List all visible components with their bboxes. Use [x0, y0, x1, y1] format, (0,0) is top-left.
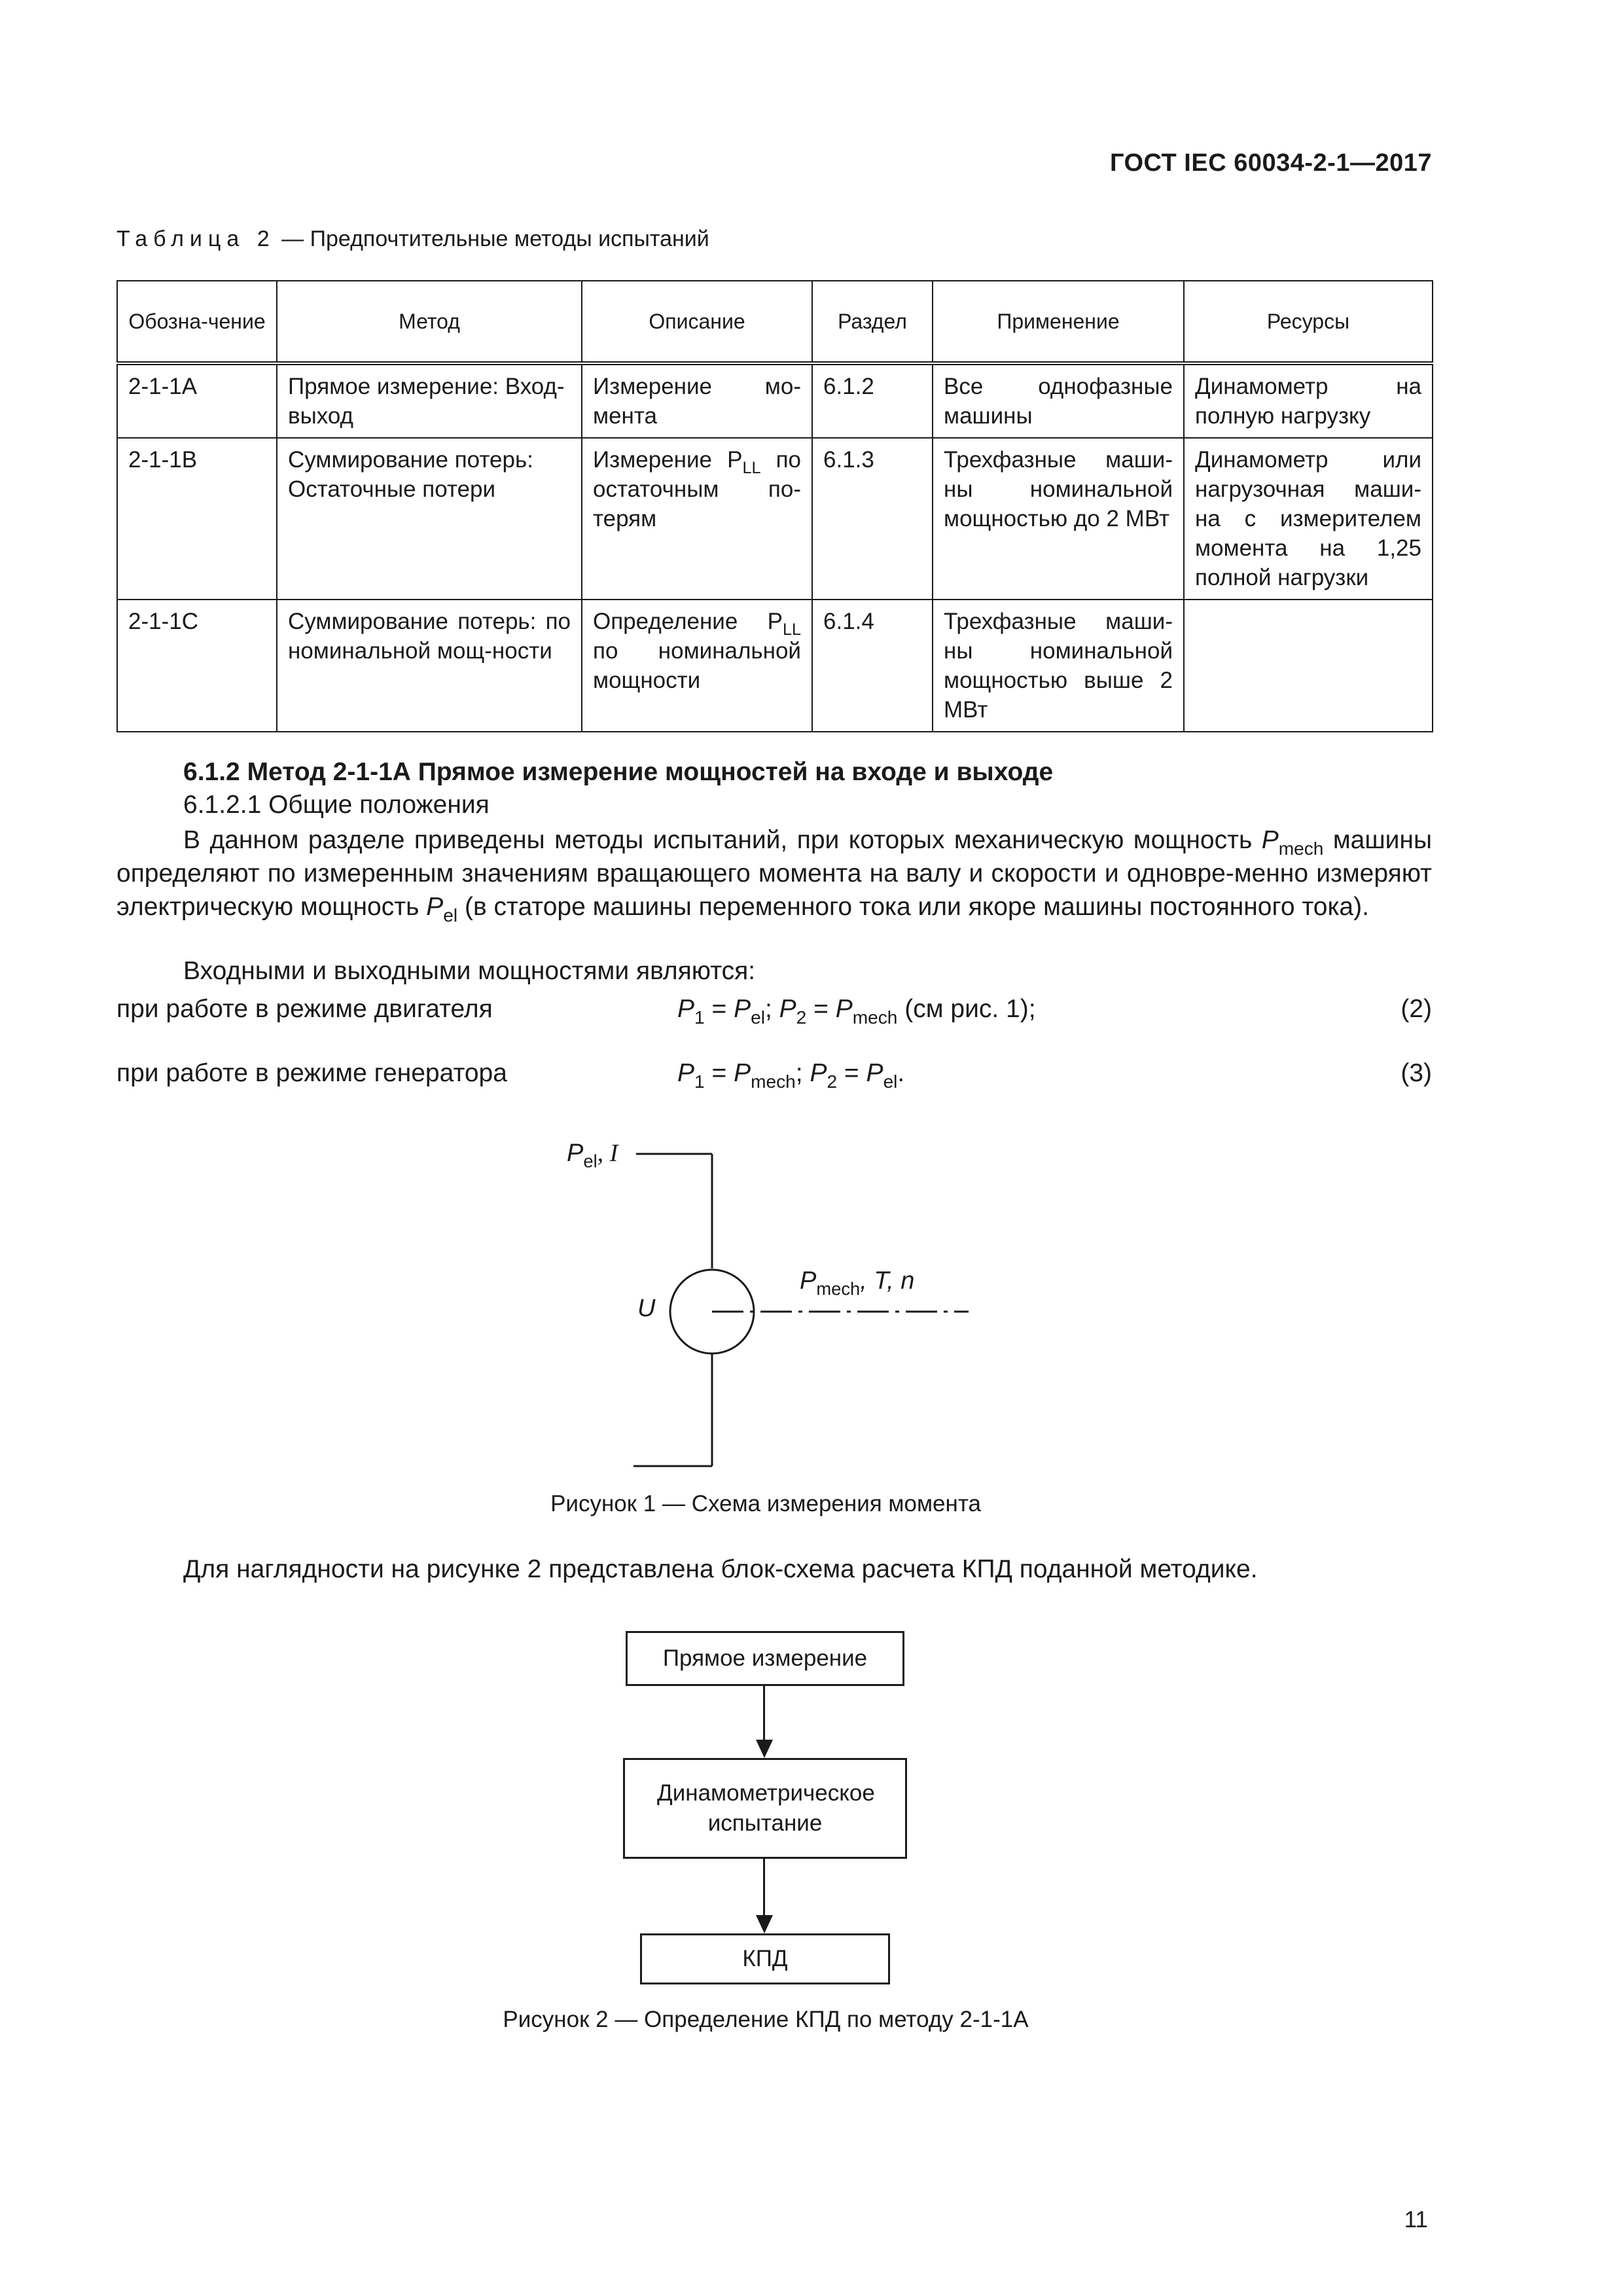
section-paragraph-2: Входными и выходными мощностями являются: — [183, 957, 756, 985]
cell-section: 6.1.3 — [812, 438, 933, 600]
desc-text: Измерение P — [593, 447, 743, 473]
formula-label: при работе в режиме двигателя — [116, 995, 493, 1023]
para-text: В данном разделе приведены методы испытаний, при которых механическую мощность — [183, 826, 1262, 854]
flow-box-efficiency: КПД — [640, 1933, 890, 1984]
col-header-application: Применение — [933, 281, 1184, 363]
standard-designation: ГОСТ IEC 60034-2-1—2017 — [1109, 149, 1432, 177]
desc-text-tail: по остаточным по-терям — [593, 447, 801, 531]
cell-application: Трехфазные маши-ны номинальной мощностью выше 2 МВт — [933, 600, 1184, 732]
para-text: (в статоре машины переменного тока или якоре машины постоянного тока). — [457, 893, 1369, 921]
symbol-p: P — [810, 1059, 827, 1087]
separator: ; — [764, 995, 779, 1023]
desc-subscript: LL — [742, 458, 761, 477]
cell-application: Все однофазные машины — [933, 363, 1184, 438]
flow-arrow-shaft-1 — [763, 1684, 765, 1746]
col-header-section: Раздел — [812, 281, 933, 363]
table-caption-prefix: Таблица 2 — [116, 226, 276, 251]
symbol-p: P — [835, 995, 853, 1023]
section-subheading: 6.1.2.1 Общие положения — [183, 791, 490, 819]
symbol-sub: 1 — [694, 1071, 705, 1092]
cell-method: Прямое измерение: Вход-выход — [277, 363, 582, 438]
symbol-p: P — [734, 995, 751, 1023]
page-number: 11 — [1404, 2207, 1428, 2233]
flow-box-direct-measurement: Прямое измерение — [626, 1631, 904, 1686]
formula-tail: . — [897, 1059, 905, 1087]
table-caption-text: — Предпочтительные методы испытаний — [275, 226, 709, 251]
arrow-down-icon — [756, 1915, 773, 1933]
symbol-p: P — [1261, 826, 1279, 854]
col-header-description: Описание — [582, 281, 812, 363]
cell-application: Трехфазные маши-ны номинальной мощностью до 2 МВт — [933, 438, 1184, 600]
symbol-sub: el — [883, 1071, 898, 1092]
cell-resources: Динамометр или нагрузочная маши-на с измерителем момента на 1,25 полной нагрузки — [1184, 438, 1433, 600]
symbol-sub: 1 — [694, 1007, 705, 1028]
flow-arrow-shaft-2 — [763, 1857, 765, 1921]
formula-label: при работе в режиме генератора — [116, 1059, 507, 1087]
flow-box-dynamometer-test: Динамометрическое испытание — [623, 1758, 907, 1859]
desc-text: Измерение мо-мента — [593, 374, 801, 429]
formula-tail: (см рис. 1); — [897, 995, 1036, 1023]
para-text: машины определяют по измеренным значениям вращающего момента на валу и скорости и одновре-менно измеряют электрическую мощность — [116, 826, 1432, 921]
formula-number: (3) — [1400, 1059, 1432, 1087]
equals: = — [837, 1059, 866, 1087]
separator: ; — [795, 1059, 810, 1087]
symbol-p: P — [779, 995, 796, 1023]
col-header-resources: Ресурсы — [1184, 281, 1433, 363]
equals: = — [806, 995, 836, 1023]
cell-method: Суммирование потерь: Остаточные потери — [277, 438, 582, 600]
symbol-p: P — [677, 1059, 695, 1087]
formula-number: (2) — [1400, 995, 1432, 1023]
symbol-sub: el — [443, 905, 458, 925]
label-pel: $P_{el}$, I — [567, 1139, 618, 1172]
cell-designation: 2-1-1C — [117, 600, 277, 732]
desc-text-tail: по номинальной мощности — [593, 638, 801, 693]
symbol-p: P — [866, 1059, 883, 1087]
section-heading: 6.1.2 Метод 2-1-1А Прямое измерение мощностей на входе и выходе — [183, 758, 1054, 786]
cell-method: Суммирование потерь: по номинальной мощ-ности — [277, 600, 582, 732]
symbol-sub: el — [751, 1007, 765, 1028]
cell-section: 6.1.4 — [812, 600, 933, 732]
col-header-designation: Обозна-чение — [117, 281, 277, 363]
symbol-p: P — [734, 1059, 751, 1087]
symbol-sub: mech — [751, 1071, 796, 1092]
symbol-p: P — [426, 893, 444, 921]
desc-subscript: LL — [782, 620, 801, 639]
figure2-intro: Для наглядности на рисунке 2 представлена блок-схема расчета КПД поданной методике. — [183, 1555, 1258, 1583]
col-header-method: Метод — [277, 281, 582, 363]
equals: = — [704, 1059, 734, 1087]
symbol-sub: 2 — [827, 1071, 838, 1092]
cell-designation: 2-1-1B — [117, 438, 277, 600]
label-pmech: $P_{mech}$, T, n — [800, 1267, 915, 1299]
symbol-sub: mech — [852, 1007, 898, 1028]
figure1-caption: Рисунок 1 — Схема измерения момента — [550, 1491, 981, 1516]
figure2-caption: Рисунок 2 — Определение КПД по методу 2-1-1А — [503, 2007, 1029, 2032]
cell-resources: Динамометр на полную нагрузку — [1184, 363, 1433, 438]
symbol-p: P — [677, 995, 695, 1023]
cell-designation: 2-1-1A — [117, 363, 277, 438]
arrow-down-icon — [756, 1740, 773, 1758]
label-u: U — [637, 1295, 656, 1322]
symbol-sub: mech — [1278, 838, 1324, 859]
cell-section: 6.1.2 — [812, 363, 933, 438]
desc-text: Определение P — [593, 609, 783, 634]
equals: = — [704, 995, 734, 1023]
symbol-sub: 2 — [796, 1007, 807, 1028]
